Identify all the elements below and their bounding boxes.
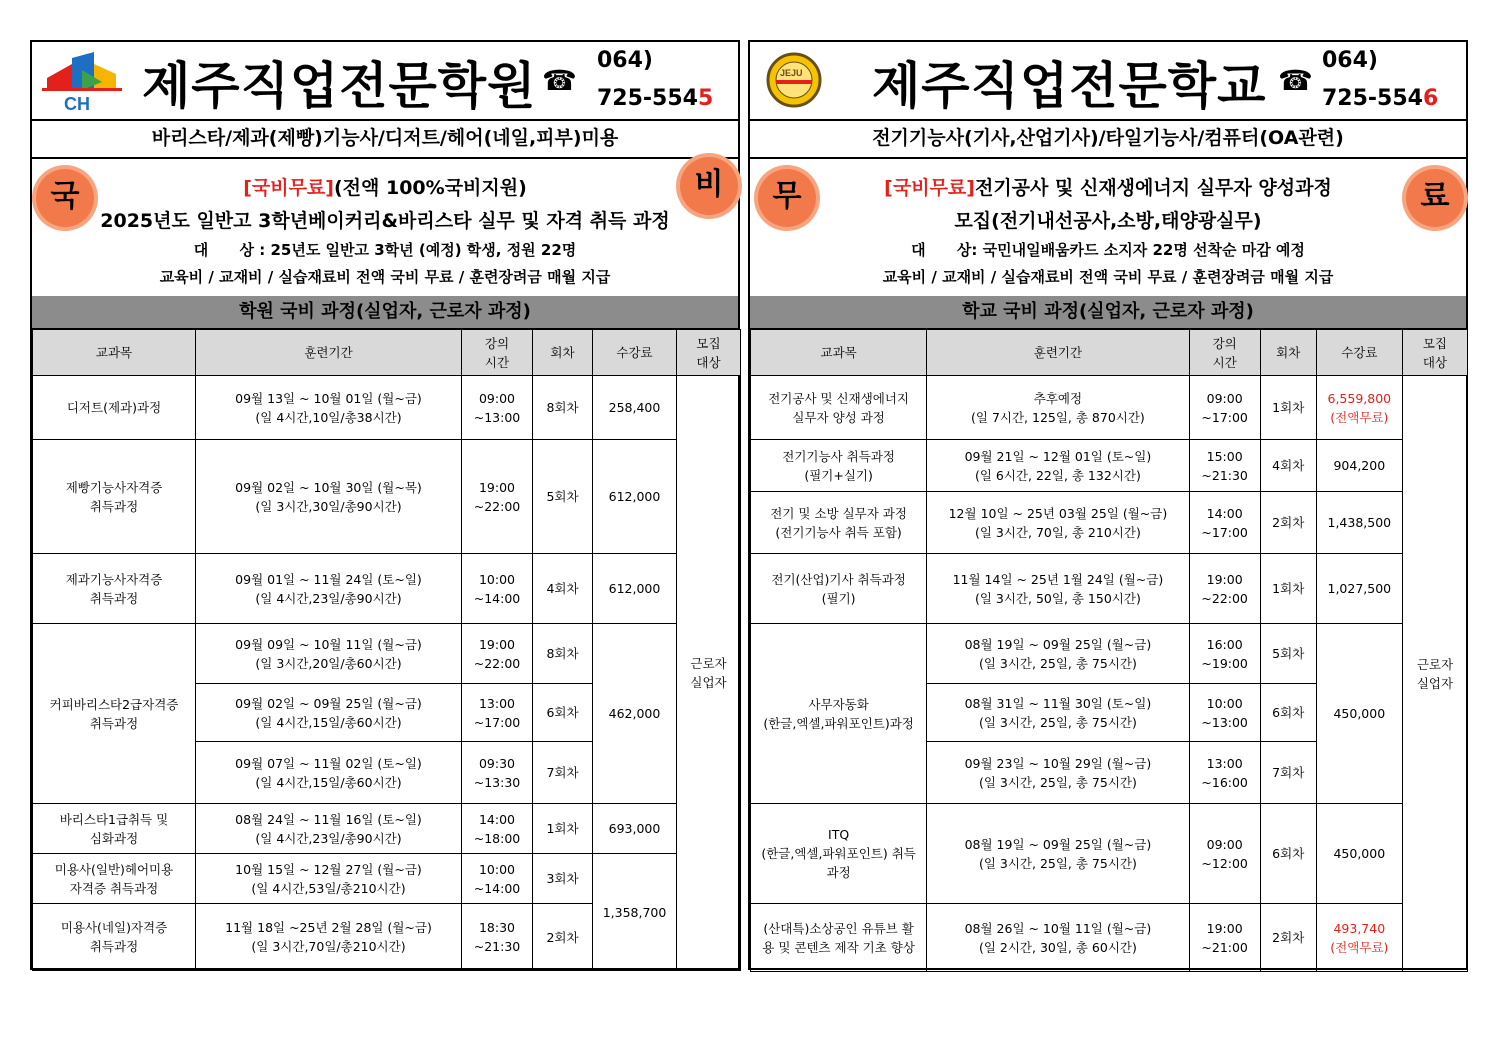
- course-subject: 커피바리스타2급자격증 취득과정: [33, 624, 196, 804]
- course-period: 09월 13일 ~ 10월 01일 (월~금) (일 4시간,10일/총38시간): [196, 376, 462, 440]
- course-round: 5회차: [1260, 624, 1316, 684]
- course-subject: ITQ (한글,엑셀,파워포인트) 취득 과정: [751, 804, 927, 904]
- badge-left: 국: [36, 169, 94, 227]
- course-fee: 612,000: [593, 440, 677, 554]
- promo-line2: 모집(전기내선공사,소방,태양광실무): [954, 210, 1262, 232]
- course-subject: 바리스타1급취득 및 심화과정: [33, 804, 196, 854]
- course-time: 16:00 ~19:00: [1189, 624, 1260, 684]
- course-period: 09월 07일 ~ 11월 02일 (토~일) (일 4시간,15일/총60시간): [196, 742, 462, 804]
- academy-logo: [42, 50, 122, 112]
- course-round: 5회차: [533, 440, 593, 554]
- course-fee: 462,000: [593, 624, 677, 804]
- course-time: 18:30 ~21:30: [462, 904, 533, 971]
- course-table: [32, 329, 741, 971]
- course-time: 14:00 ~18:00: [462, 804, 533, 854]
- school-subjects: 전기기능사(기사,산업기사)/타일기능사/컴퓨터(OA관련): [750, 119, 1466, 159]
- column-header: 모집 대상: [1402, 330, 1467, 376]
- course-time: 09:00 ~12:00: [1189, 804, 1260, 904]
- column-header: 강의 시간: [1189, 330, 1260, 376]
- school-logo: [766, 50, 822, 112]
- course-round: 2회차: [533, 904, 593, 971]
- school-panel: [748, 40, 1468, 970]
- course-round: 6회차: [1260, 684, 1316, 742]
- academy-panel: [30, 40, 740, 970]
- course-time: 10:00 ~13:00: [1189, 684, 1260, 742]
- course-round: 4회차: [1260, 440, 1316, 492]
- course-round: 8회차: [533, 624, 593, 684]
- course-period: 08월 31일 ~ 11월 30일 (토~일) (일 3시간, 25일, 총 75시간): [927, 684, 1189, 742]
- course-fee: 1,438,500: [1316, 492, 1402, 554]
- course-round: 8회차: [533, 376, 593, 440]
- phone-icon: ☎: [542, 64, 577, 97]
- course-subject: (산대특)소상공인 유튜브 활 용 및 콘텐츠 제작 기초 향상: [751, 904, 927, 972]
- table-row: [751, 554, 1468, 624]
- course-time: 13:00 ~16:00: [1189, 742, 1260, 804]
- section-title: 학원 국비 과정(실업자, 근로자 과정): [32, 296, 738, 330]
- course-period: 08월 26일 ~ 10월 11일 (월~금) (일 2시간, 30일, 총 60시간): [927, 904, 1189, 972]
- course-time: 09:00 ~17:00: [1189, 376, 1260, 440]
- course-fee: 1,358,700: [593, 854, 677, 971]
- course-round: 4회차: [533, 554, 593, 624]
- school-title: 제주직업전문학교: [872, 57, 1267, 115]
- course-time: 10:00 ~14:00: [462, 854, 533, 904]
- course-time: 15:00 ~21:30: [1189, 440, 1260, 492]
- course-time: 19:00 ~22:00: [1189, 554, 1260, 624]
- phone-number: 725-5545: [597, 86, 714, 111]
- table-row: [33, 440, 741, 554]
- course-round: 1회차: [1260, 554, 1316, 624]
- course-time: 19:00 ~21:00: [1189, 904, 1260, 972]
- course-table: [750, 329, 1468, 972]
- course-fee: 693,000: [593, 804, 677, 854]
- table-row: [33, 624, 741, 684]
- course-fee: 258,400: [593, 376, 677, 440]
- svg-text:JEJU: JEJU: [780, 68, 803, 78]
- promo-line2: 2025년도 일반고 3학년베이커리&바리스타 실무 및 자격 취득 과정: [100, 210, 670, 232]
- section-title: 학교 국비 과정(실업자, 근로자 과정): [750, 296, 1466, 330]
- course-round: 2회차: [1260, 904, 1316, 972]
- phone-icon: ☎: [1278, 64, 1313, 97]
- course-time: 14:00 ~17:00: [1189, 492, 1260, 554]
- course-period: 09월 01일 ~ 11월 24일 (토~일) (일 4시간,23일/총90시간): [196, 554, 462, 624]
- svg-text:CH: CH: [64, 94, 90, 112]
- free-tag: [국비무료]: [243, 177, 334, 199]
- course-round: 3회차: [533, 854, 593, 904]
- course-subject: 제과기능사자격증 취득과정: [33, 554, 196, 624]
- course-period: 09월 02일 ~ 10월 30일 (월~목) (일 3시간,30일/총90시간): [196, 440, 462, 554]
- course-subject: 전기 및 소방 실무자 과정 (전기기능사 취득 포함): [751, 492, 927, 554]
- column-header: 모집 대상: [677, 330, 741, 376]
- table-row: [33, 376, 741, 440]
- course-period: 08월 24일 ~ 11월 16일 (토~일) (일 4시간,23일/총90시간): [196, 804, 462, 854]
- course-subject: 전기(산업)기사 취득과정 (필기): [751, 554, 927, 624]
- promo-target: 대 상: 국민내일배움카드 소지자 22명 선착순 마감 예정: [911, 241, 1305, 259]
- course-subject: 사무자동화 (한글,엑셀,파워포인트)과정: [751, 624, 927, 804]
- course-round: 7회차: [1260, 742, 1316, 804]
- column-header: 회차: [1260, 330, 1316, 376]
- course-time: 13:00 ~17:00: [462, 684, 533, 742]
- table-row: [751, 904, 1468, 972]
- course-period: 09월 21일 ~ 12월 01일 (토~일) (일 6시간, 22일, 총 132시간): [927, 440, 1189, 492]
- table-header-row: [751, 330, 1468, 376]
- academy-header: [32, 42, 738, 121]
- course-subject: 전기공사 및 신재생에너지 실무자 양성 과정: [751, 376, 927, 440]
- column-header: 교과목: [33, 330, 196, 376]
- course-period: 09월 02일 ~ 09월 25일 (월~금) (일 4시간,15일/총60시간): [196, 684, 462, 742]
- course-subject: 전기기능사 취득과정 (필기+실기): [751, 440, 927, 492]
- recruit-target: 근로자 실업자: [1402, 376, 1467, 972]
- course-period: 10월 15일 ~ 12월 27일 (월~금) (일 4시간,53일/총210시간): [196, 854, 462, 904]
- course-fee: 450,000: [1316, 804, 1402, 904]
- course-time: 10:00 ~14:00: [462, 554, 533, 624]
- course-round: 1회차: [533, 804, 593, 854]
- recruit-target: 근로자 실업자: [677, 376, 741, 971]
- course-period: 08월 19일 ~ 09월 25일 (월~금) (일 3시간, 25일, 총 75시간): [927, 624, 1189, 684]
- course-time: 09:30 ~13:30: [462, 742, 533, 804]
- promo-benefits: 교육비 / 교재비 / 실습재료비 전액 국비 무료 / 훈련장려금 매월 지급: [882, 268, 1334, 286]
- column-header: 훈련기간: [927, 330, 1189, 376]
- promo-target: 대 상 : 25년도 일반고 3학년 (예정) 학생, 정원 22명: [193, 241, 577, 259]
- course-time: 09:00 ~13:00: [462, 376, 533, 440]
- course-period: 08월 19일 ~ 09월 25일 (월~금) (일 3시간, 25일, 총 75시간): [927, 804, 1189, 904]
- table-row: [751, 624, 1468, 684]
- course-time: 19:00 ~22:00: [462, 624, 533, 684]
- promo-benefits: 교육비 / 교재비 / 실습재료비 전액 국비 무료 / 훈련장려금 매월 지급: [159, 268, 611, 286]
- course-period: 11월 18일 ~25년 2월 28일 (월~금) (일 3시간,70일/총210시간): [196, 904, 462, 971]
- course-fee: 612,000: [593, 554, 677, 624]
- course-period: 09월 09일 ~ 10월 11일 (월~금) (일 3시간,20일/총60시간): [196, 624, 462, 684]
- course-fee: 6,559,800 (전액무료): [1316, 376, 1402, 440]
- column-header: 수강료: [1316, 330, 1402, 376]
- course-period: 추후예정 (일 7시간, 125일, 총 870시간): [927, 376, 1189, 440]
- course-subject: 디저트(제과)과정: [33, 376, 196, 440]
- phone-number: 725-5546: [1322, 86, 1439, 111]
- course-time: 19:00 ~22:00: [462, 440, 533, 554]
- course-subject: 미용사(네일)자격증 취득과정: [33, 904, 196, 971]
- phone-prefix: 064): [1322, 48, 1378, 73]
- academy-subjects: 바리스타/제과(제빵)기능사/디저트/헤어(네일,피부)미용: [32, 119, 738, 159]
- badge-right: 료: [1406, 169, 1464, 227]
- course-round: 7회차: [533, 742, 593, 804]
- course-period: 11월 14일 ~ 25년 1월 24일 (월~금) (일 3시간, 50일, 총 150시간): [927, 554, 1189, 624]
- promo-line1: 전기공사 및 신재생에너지 실무자 양성과정: [974, 177, 1332, 199]
- academy-title: 제주직업전문학원: [142, 57, 537, 115]
- course-subject: 제빵기능사자격증 취득과정: [33, 440, 196, 554]
- course-round: 2회차: [1260, 492, 1316, 554]
- badge-right: 비: [680, 157, 738, 215]
- table-row: [33, 854, 741, 904]
- course-fee: 904,200: [1316, 440, 1402, 492]
- column-header: 강의 시간: [462, 330, 533, 376]
- table-row: [751, 440, 1468, 492]
- course-period: 09월 23일 ~ 10월 29일 (월~금) (일 3시간, 25일, 총 75시간): [927, 742, 1189, 804]
- table-row: [751, 492, 1468, 554]
- academy-promo: [32, 159, 738, 298]
- course-fee: 450,000: [1316, 624, 1402, 804]
- phone-prefix: 064): [597, 48, 653, 73]
- course-round: 6회차: [1260, 804, 1316, 904]
- course-fee: 1,027,500: [1316, 554, 1402, 624]
- table-row: [33, 804, 741, 854]
- table-row: [33, 554, 741, 624]
- course-subject: 미용사(일반)헤어미용 자격증 취득과정: [33, 854, 196, 904]
- course-round: 1회차: [1260, 376, 1316, 440]
- free-tag: [국비무료]: [884, 177, 975, 199]
- column-header: 훈련기간: [196, 330, 462, 376]
- badge-left: 무: [758, 169, 816, 227]
- school-header: [750, 42, 1466, 121]
- column-header: 교과목: [751, 330, 927, 376]
- school-promo: [750, 159, 1466, 298]
- table-row: [751, 376, 1468, 440]
- promo-line1: (전액 100%국비지원): [333, 177, 527, 199]
- course-period: 12월 10일 ~ 25년 03월 25일 (월~금) (일 3시간, 70일, 총 210시간): [927, 492, 1189, 554]
- column-header: 회차: [533, 330, 593, 376]
- course-round: 6회차: [533, 684, 593, 742]
- table-header-row: [33, 330, 741, 376]
- course-fee: 493,740 (전액무료): [1316, 904, 1402, 972]
- table-row: [751, 804, 1468, 904]
- column-header: 수강료: [593, 330, 677, 376]
